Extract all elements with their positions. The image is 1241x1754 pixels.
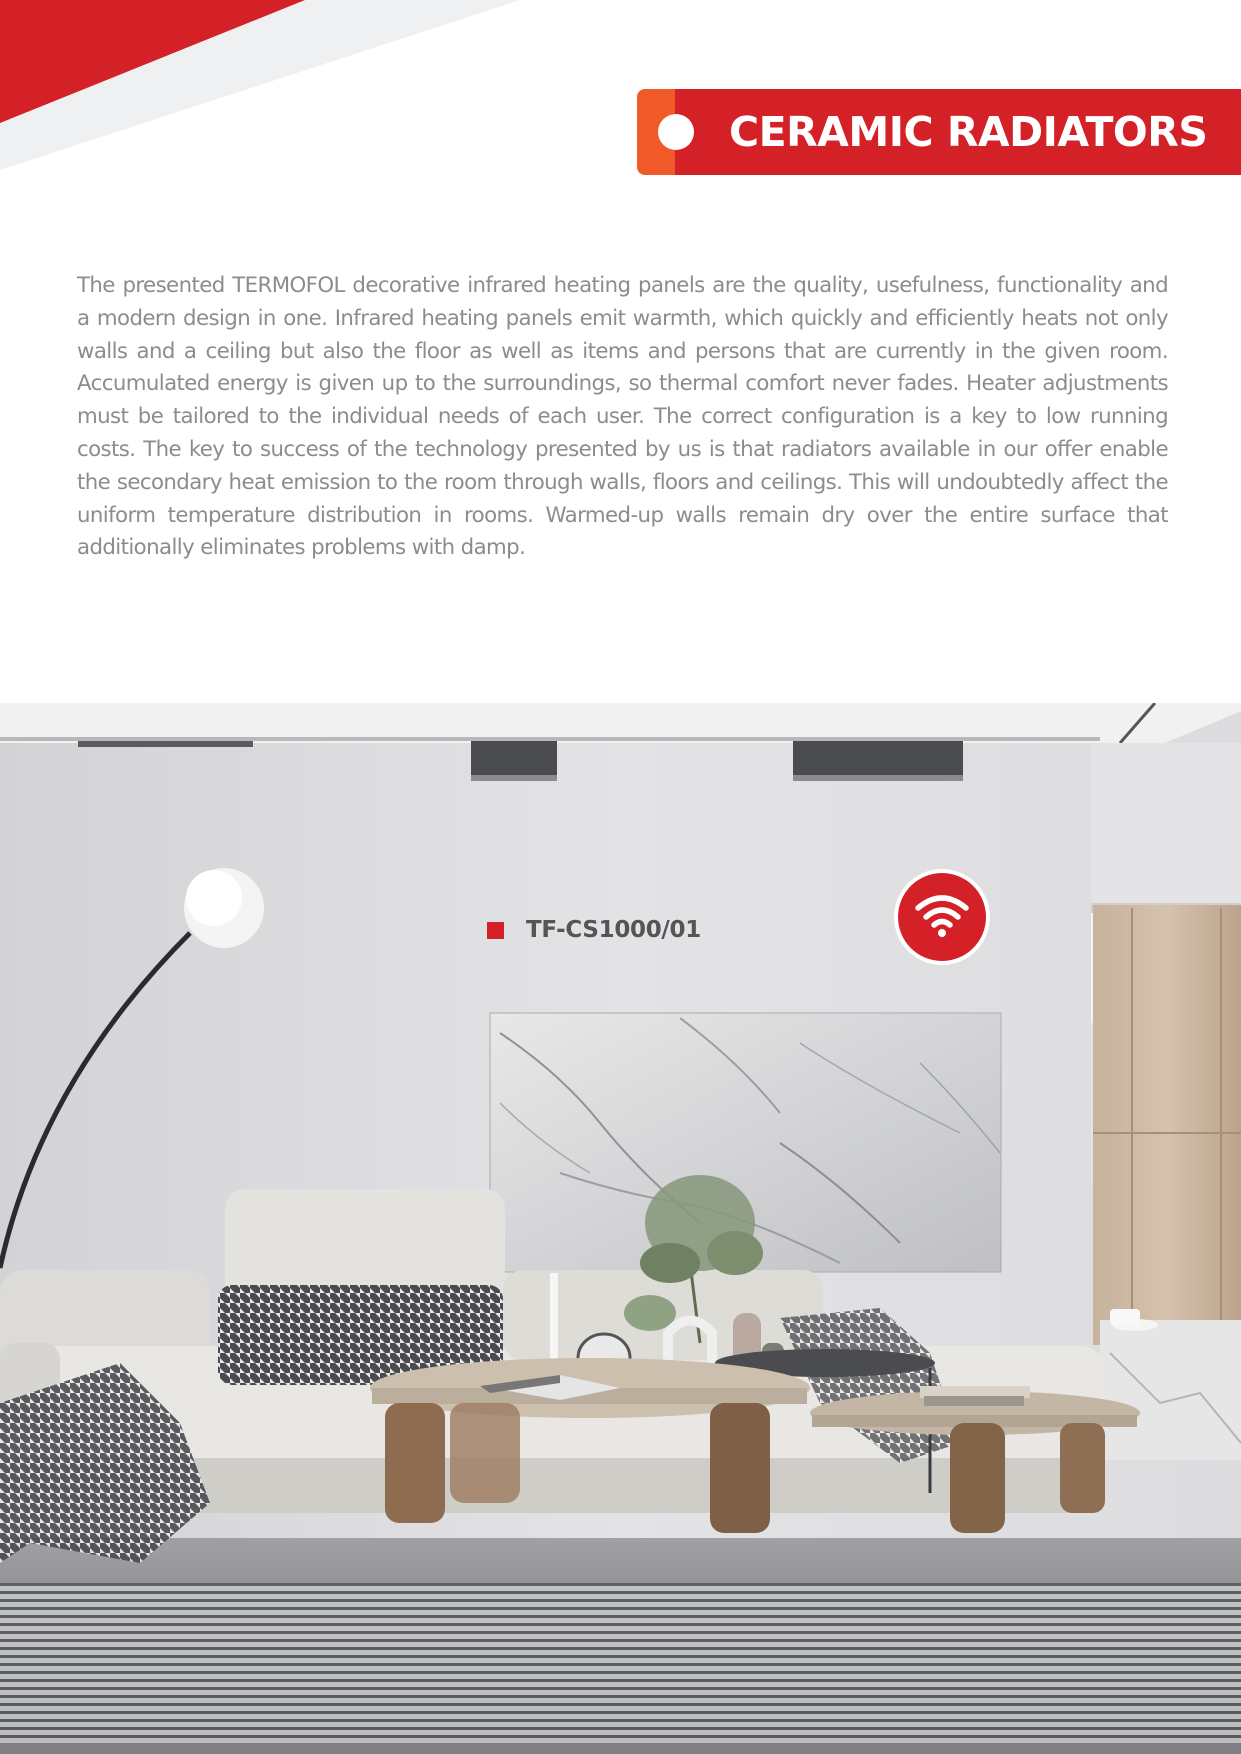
banner-dot — [658, 114, 694, 150]
bullet-square — [487, 922, 504, 939]
intro-paragraph: The presented TERMOFOL decorative infrared heating panels are the quality, usefulness, functionality and a modern design in one. Infrared heating panels emit warmth, which quickly and efficiently heats not only walls and a ceiling but also the floor as well as items and persons that are currently in the given room. Accumulated energy is given up to the surroundings, so thermal comfort never fades. Heater adjustments must be tailored to the individual needs of each user. The correct configuration is a key to low running costs. The key to success of the technology presented by us is that radiators available in our offer enable the secondary heat emission to the room through walls, floors and ceilings. This will undoubtedly affect the uniform temperature distribution in rooms. Warmed-up walls remain dry over the entire surface that additionally eliminates problems with damp. — [77, 273, 1168, 561]
page-title: CERAMIC RADIATORS — [729, 108, 1208, 156]
wifi-icon — [914, 891, 970, 939]
interior-photo — [0, 703, 1241, 1754]
section-title-banner — [637, 89, 1241, 175]
corner-decoration — [0, 0, 560, 180]
product-label — [487, 913, 701, 947]
product-code: TF-CS1000/01 — [526, 917, 701, 943]
wifi-badge — [894, 869, 990, 965]
